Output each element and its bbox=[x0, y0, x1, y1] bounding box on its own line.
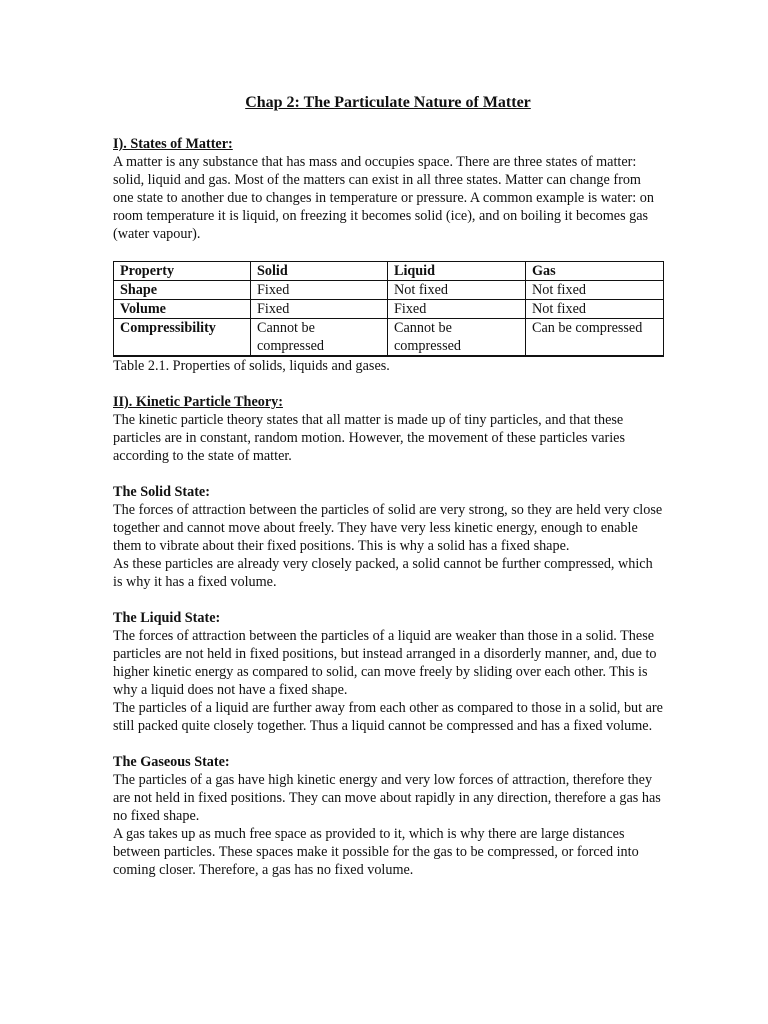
properties-table bbox=[113, 261, 664, 357]
section-heading-states-of-matter: I). States of Matter: bbox=[113, 136, 233, 152]
solid-paragraph-2: As these particles are already very closely packed, a solid cannot be further compressed, which is why it has a fixed volume. bbox=[113, 556, 653, 590]
table-header-cell: Solid bbox=[251, 262, 388, 281]
kinetic-theory-paragraph: The kinetic particle theory states that all matter is made up of tiny particles, and that these particles are in constant, random motion. However, the movement of these particles varies according to the state of matter. bbox=[113, 412, 625, 464]
table-cell: Can be compressed bbox=[526, 319, 664, 357]
page-title: Chap 2: The Particulate Nature of Matter bbox=[245, 94, 531, 111]
subheading-solid-state: The Solid State: bbox=[113, 484, 210, 500]
table-row bbox=[114, 281, 664, 300]
table-cell: Fixed bbox=[251, 281, 388, 300]
table-cell: Fixed bbox=[251, 300, 388, 319]
gas-paragraph-1: The particles of a gas have high kinetic energy and very low forces of attraction, therefore they are not held in fixed positions. They can move about rapidly in any direction, therefore a gas has no fixed shape. bbox=[113, 772, 661, 824]
table-cell: Not fixed bbox=[526, 300, 664, 319]
table-header-cell: Property bbox=[114, 262, 251, 281]
table-cell: Compressibility bbox=[114, 319, 251, 357]
liquid-paragraph-2: The particles of a liquid are further away from each other as compared to those in a solid, but are still packed quite closely together. Thus a liquid cannot be compressed and has a fixed volume. bbox=[113, 700, 663, 734]
subheading-liquid-state: The Liquid State: bbox=[113, 610, 221, 626]
liquid-paragraph-1: The forces of attraction between the particles of a liquid are weaker than those in a solid. These particles are not held in fixed positions, but instead arranged in a disorderly manner, and, due to higher kinetic energy as compared to solid, can move freely by sliding over each other. This is why a liquid does not have a fixed shape. bbox=[113, 628, 657, 698]
solid-paragraph-1: The forces of attraction between the particles of solid are very strong, so they are held very close together and cannot move about freely. They have very less kinetic energy, enough to enable them to vibrate about their fixed positions. This is why a solid has a fixed shape. bbox=[113, 502, 663, 554]
table-cell: Not fixed bbox=[388, 281, 526, 300]
subheading-gaseous-state: The Gaseous State: bbox=[113, 754, 230, 770]
table-cell: Cannot be compressed bbox=[388, 319, 526, 357]
table-header-row bbox=[114, 262, 664, 281]
section-heading-kinetic-theory: II). Kinetic Particle Theory: bbox=[113, 394, 283, 410]
table-cell: Volume bbox=[114, 300, 251, 319]
table-cell: Not fixed bbox=[526, 281, 664, 300]
table-cell: Fixed bbox=[388, 300, 526, 319]
table-header-cell: Gas bbox=[526, 262, 664, 281]
table-row bbox=[114, 300, 664, 319]
table-header-cell: Liquid bbox=[388, 262, 526, 281]
table-row bbox=[114, 319, 664, 357]
states-of-matter-paragraph: A matter is any substance that has mass and occupies space. There are three states of matter: solid, liquid and gas. Most of the matters can exist in all three states. Matter can change from one state to another due to changes in temperature or pressure. A common example is water: on room temperature it is liquid, on freezing it becomes solid (ice), and on boiling it becomes gas (water vapour). bbox=[113, 154, 654, 242]
document-page bbox=[113, 93, 663, 879]
gas-paragraph-2: A gas takes up as much free space as provided to it, which is why there are large distances between particles. These spaces make it possible for the gas to be compressed, or forced into coming closer. Therefore, a gas has no fixed volume. bbox=[113, 826, 639, 878]
table-caption: Table 2.1. Properties of solids, liquids and gases. bbox=[113, 358, 390, 374]
table-cell: Shape bbox=[114, 281, 251, 300]
table-cell: Cannot be compressed bbox=[251, 319, 388, 357]
